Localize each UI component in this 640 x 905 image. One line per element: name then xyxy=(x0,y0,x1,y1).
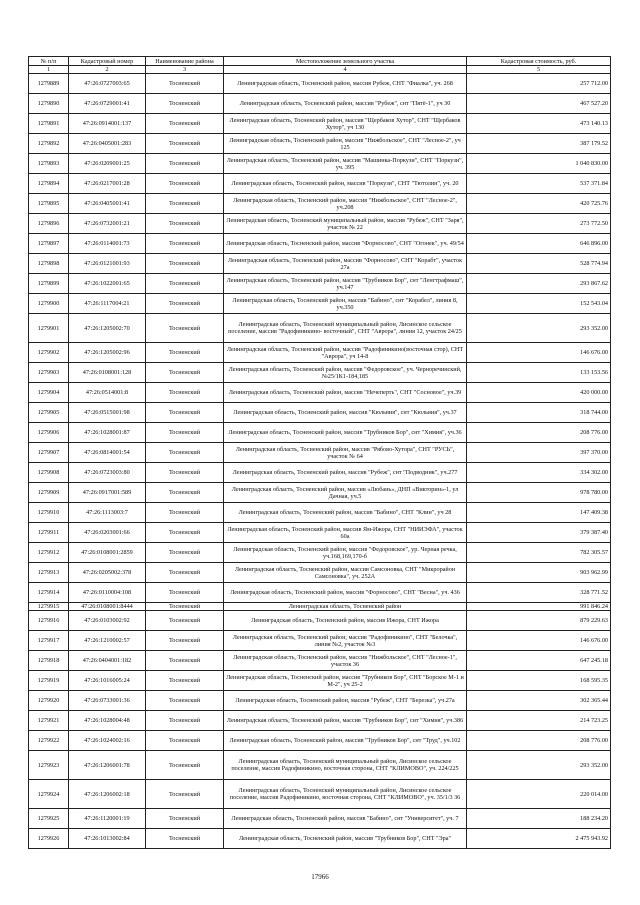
location: Ленинградская область, Тосненский муниципальный район, Лисинское сельское поселение, массив Радофиникино, восточная сторона, СНТ "КЛИМОВО", уч. 35/1/3 36 xyxy=(224,780,467,809)
cadastral-number: 47:26:0814001:54 xyxy=(69,443,146,463)
cadastral-value: 782 305.57 xyxy=(467,543,611,563)
table-row xyxy=(29,583,611,603)
cadastral-value: 168 595.35 xyxy=(467,671,611,691)
table-row xyxy=(29,611,611,631)
district-name: Тосненский xyxy=(146,809,224,829)
row-number: 1279896 xyxy=(29,214,69,234)
cadastral-number: 47:26:0217001:28 xyxy=(69,174,146,194)
district-name: Тосненский xyxy=(146,443,224,463)
row-number: 1279892 xyxy=(29,134,69,154)
district-name: Тосненский xyxy=(146,343,224,363)
table-row xyxy=(29,254,611,274)
table-row xyxy=(29,443,611,463)
cadastral-number: 47:26:0733001:36 xyxy=(69,691,146,711)
district-name: Тосненский xyxy=(146,314,224,343)
cadastral-number: 47:26:1205002:70 xyxy=(69,314,146,343)
cadastral-number: 47:26:1028001:87 xyxy=(69,423,146,443)
header-cadastral-value: Кадастровая стоимость, руб. xyxy=(467,57,611,66)
location: Ленинградская область, Тосненский район, массив "Трубников Бор", снт "Химия", уч.386 xyxy=(224,711,467,731)
cadastral-number: 47:26:0405001:41 xyxy=(69,194,146,214)
table-row xyxy=(29,603,611,611)
cadastral-number: 47:26:0917001:589 xyxy=(69,483,146,503)
district-name: Тосненский xyxy=(146,254,224,274)
cadastral-value: 293 352.00 xyxy=(467,314,611,343)
location: Ленинградская область, Тосненский район, массив "Трубников Бор", СНТ "Эра" xyxy=(224,829,467,849)
location: Ленинградская область, Тосненский район, массив "Трубников Бор", СНТ "Борское М-1 и М-2", уч 25-2 xyxy=(224,671,467,691)
district-name: Тосненский xyxy=(146,523,224,543)
row-number: 1279920 xyxy=(29,691,69,711)
column-number: 5 xyxy=(467,66,611,74)
table-row xyxy=(29,403,611,423)
cadastral-number: 47:26:1206002:18 xyxy=(69,780,146,809)
location: Ленинградская область, Тосненский район, массив "Нижбольское", СНТ "Лесное-2", уч 125 xyxy=(224,134,467,154)
cadastral-number: 47:26:0914001:137 xyxy=(69,114,146,134)
row-number: 1279901 xyxy=(29,314,69,343)
location: Ленинградская область, Тосненский район, массив "Форносово", СНТ "Огонек", уч. 49/54 xyxy=(224,234,467,254)
district-name: Тосненский xyxy=(146,363,224,383)
cadastral-number: 47:26:0732001:21 xyxy=(69,214,146,234)
district-name: Тосненский xyxy=(146,611,224,631)
district-name: Тосненский xyxy=(146,603,224,611)
table-row xyxy=(29,363,611,383)
row-number: 1279914 xyxy=(29,583,69,603)
cadastral-number: 47:26:0514001:8 xyxy=(69,383,146,403)
table-row xyxy=(29,423,611,443)
district-name: Тосненский xyxy=(146,731,224,751)
table-row xyxy=(29,94,611,114)
table-row xyxy=(29,809,611,829)
cadastral-value: 208 776.00 xyxy=(467,423,611,443)
cadastral-value: 302 365.44 xyxy=(467,691,611,711)
cadastral-value: 293 867.62 xyxy=(467,274,611,294)
cadastral-number: 47:26:0203001:66 xyxy=(69,523,146,543)
cadastral-number: 47:26:0108001:128 xyxy=(69,363,146,383)
cadastral-value: 420 725.76 xyxy=(467,194,611,214)
cadastral-number: 47:26:0114001:73 xyxy=(69,234,146,254)
cadastral-number: 47:26:1013002:84 xyxy=(69,829,146,849)
row-number: 1279895 xyxy=(29,194,69,214)
district-name: Тосненский xyxy=(146,503,224,523)
header-cadastral-number: Кадастровый номер xyxy=(69,57,146,66)
location: Ленинградская область, Тосненский район, массив "Рубеж", снт "Пятё-1", уч 30 xyxy=(224,94,467,114)
table-row xyxy=(29,383,611,403)
district-name: Тосненский xyxy=(146,691,224,711)
cadastral-value: 379 387.40 xyxy=(467,523,611,543)
location: Ленинградская область, Тосненский район, массив "Трубников Бор", снт "Ленгтрафмаш", уч.147 xyxy=(224,274,467,294)
location: Ленинградская область, Тосненский район, массив "Нижбольское", СНТ "Лесное-2", уч.208 xyxy=(224,194,467,214)
district-name: Тосненский xyxy=(146,671,224,691)
cadastral-number: 47:26:1210002:57 xyxy=(69,631,146,651)
cadastral-value: 257 712.00 xyxy=(467,74,611,94)
table-row xyxy=(29,463,611,483)
location: Ленинградская область, Тосненский район, массив "Нижбольское", СНТ "Лесное-1", участок 36 xyxy=(224,651,467,671)
column-number: 1 xyxy=(29,66,69,74)
table-row xyxy=(29,651,611,671)
district-name: Тосненский xyxy=(146,423,224,443)
location: Ленинградская область, Тосненский район, массив "Машинка-Поркузи", СНТ "Поркузи", уч. 395 xyxy=(224,154,467,174)
row-number: 1279916 xyxy=(29,611,69,631)
cadastral-value: 147 409.38 xyxy=(467,503,611,523)
row-number: 1279918 xyxy=(29,651,69,671)
location: Ленинградская область, Тосненский район, массив "Федоровское", ур. Черная речка, уч.168,169,170-б xyxy=(224,543,467,563)
row-number: 1279922 xyxy=(29,731,69,751)
location: Ленинградская область, Тосненский район, массив "Трубников Бор", снт "Химия", уч.36 xyxy=(224,423,467,443)
cadastral-number: 47:26:1206001:78 xyxy=(69,751,146,780)
district-name: Тосненский xyxy=(146,583,224,603)
row-number: 1279905 xyxy=(29,403,69,423)
cadastral-value: 528 774.94 xyxy=(467,254,611,274)
district-name: Тосненский xyxy=(146,234,224,254)
location: Ленинградская область, Тосненский район, массив "Нечеперть", СНТ "Сосновое", уч.39 xyxy=(224,383,467,403)
row-number: 1279913 xyxy=(29,563,69,583)
district-name: Тосненский xyxy=(146,174,224,194)
district-name: Тосненский xyxy=(146,154,224,174)
location: Ленинградская область, Тосненский район, массив Рубеж, СНТ "Фиалка", уч. 268 xyxy=(224,74,467,94)
table-row xyxy=(29,294,611,314)
district-name: Тосненский xyxy=(146,74,224,94)
location: Ленинградская область, Тосненский муниципальный район, Лисинское сельское поселение, массив "Радофиникино- восточный", СНТ "Аврора", линия 12, участок 24/25 xyxy=(224,314,467,343)
row-number: 1279903 xyxy=(29,363,69,383)
district-name: Тосненский xyxy=(146,711,224,731)
district-name: Тосненский xyxy=(146,631,224,651)
table-row xyxy=(29,523,611,543)
cadastral-value: 146 676.00 xyxy=(467,631,611,651)
table-row xyxy=(29,503,611,523)
table-row xyxy=(29,780,611,809)
header-district: Наименование района xyxy=(146,57,224,66)
cadastral-number: 47:26:0205002:378 xyxy=(69,563,146,583)
cadastral-value: 646 896.00 xyxy=(467,234,611,254)
table-row xyxy=(29,194,611,214)
district-name: Тосненский xyxy=(146,829,224,849)
cadastral-number: 47:26:1028004:48 xyxy=(69,711,146,731)
table-row xyxy=(29,829,611,849)
row-number: 1279923 xyxy=(29,751,69,780)
cadastral-value: 328 771.52 xyxy=(467,583,611,603)
header-number: № п/п xyxy=(29,57,69,66)
district-name: Тосненский xyxy=(146,463,224,483)
table-row xyxy=(29,74,611,94)
cadastral-number: 47:26:0103002:92 xyxy=(69,611,146,631)
district-name: Тосненский xyxy=(146,114,224,134)
table-row xyxy=(29,154,611,174)
table-row xyxy=(29,274,611,294)
cadastral-value: 220 014.00 xyxy=(467,780,611,809)
cadastral-value: 293 352.00 xyxy=(467,751,611,780)
table-row xyxy=(29,563,611,583)
cadastral-number: 47:26:0727003:65 xyxy=(69,74,146,94)
cadastral-value: 991 846.24 xyxy=(467,603,611,611)
cadastral-number: 47:26:1016005:24 xyxy=(69,671,146,691)
column-number-row xyxy=(29,66,611,74)
location: Ленинградская область, Тосненский район, массив "Поркузи", СНТ "Тютолин", уч. 20 xyxy=(224,174,467,194)
row-number: 1279915 xyxy=(29,603,69,611)
cadastral-number: 47:26:0404001:182 xyxy=(69,651,146,671)
row-number: 1279889 xyxy=(29,74,69,94)
table-row xyxy=(29,114,611,134)
district-name: Тосненский xyxy=(146,483,224,503)
table-row xyxy=(29,671,611,691)
location: Ленинградская область, Тосненский район, массив "Радофиникино", СНТ "Белочка", линия №2, участок №3 xyxy=(224,631,467,651)
row-number: 1279893 xyxy=(29,154,69,174)
location: Ленинградская область, Тосненский район, массив "Кюльвия", снт "Кюльвия", уч.37 xyxy=(224,403,467,423)
table-row xyxy=(29,751,611,780)
row-number: 1279911 xyxy=(29,523,69,543)
column-number: 2 xyxy=(69,66,146,74)
table-row xyxy=(29,314,611,343)
cadastral-number: 47:26:0110004:108 xyxy=(69,583,146,603)
table-row xyxy=(29,174,611,194)
cadastral-value: 214 723.25 xyxy=(467,711,611,731)
cadastral-value: 152 543.04 xyxy=(467,294,611,314)
location: Ленинградская область, Тосненский район, массив "Форносово", СНТ "Корабт", участок 27а xyxy=(224,254,467,274)
district-name: Тосненский xyxy=(146,214,224,234)
row-number: 1279926 xyxy=(29,829,69,849)
district-name: Тосненский xyxy=(146,563,224,583)
district-name: Тосненский xyxy=(146,294,224,314)
cadastral-value: 188 234.20 xyxy=(467,809,611,829)
cadastral-value: 903 962.99 xyxy=(467,563,611,583)
table-row xyxy=(29,691,611,711)
cadastral-value: 879 229.63 xyxy=(467,611,611,631)
location: Ленинградская область, Тосненский район, массив «Любань», ДНП «Викторин»-1, ул Дачная, уч.5 xyxy=(224,483,467,503)
cadastral-number: 47:26:0209001:25 xyxy=(69,154,146,174)
cadastral-value-table xyxy=(28,56,611,849)
table-row xyxy=(29,214,611,234)
header-row xyxy=(29,57,611,66)
row-number: 1279907 xyxy=(29,443,69,463)
table-row xyxy=(29,343,611,363)
location: Ленинградская область, Тосненский район, массив "Рубеж", СНТ "Березка", уч.27а xyxy=(224,691,467,711)
location: Ленинградская область, Тосненский район xyxy=(224,603,467,611)
location: Ленинградская область, Тосненский район, массив "Бабино", СНТ "Клин", уч 28 xyxy=(224,503,467,523)
header-location: Местоположение земельного участка xyxy=(224,57,467,66)
row-number: 1279890 xyxy=(29,94,69,114)
cadastral-number: 47:26:1113003:7 xyxy=(69,503,146,523)
cadastral-value: 273 772.50 xyxy=(467,214,611,234)
row-number: 1279904 xyxy=(29,383,69,403)
district-name: Тосненский xyxy=(146,274,224,294)
location: Ленинградская область, Тосненский район, массив "Федоровское", уч. Черноречинский, №25/1К1-184,185 xyxy=(224,363,467,383)
district-name: Тосненский xyxy=(146,403,224,423)
location: Ленинградская область, Тосненский муниципальный район, Лисинское сельское поселение, массив Радофиникино, восточная сторона, СНТ "КЛИМОВО", уч. 224/225 xyxy=(224,751,467,780)
location: Ленинградская область, Тосненский район, массив Самсоновка, СНТ "Микрорайон Самсоновка", уч. 252А xyxy=(224,563,467,583)
cadastral-value: 978 780.00 xyxy=(467,483,611,503)
district-name: Тосненский xyxy=(146,134,224,154)
cadastral-value: 133 153.56 xyxy=(467,363,611,383)
column-number: 4 xyxy=(224,66,467,74)
row-number: 1279894 xyxy=(29,174,69,194)
cadastral-number: 47:26:0723003:80 xyxy=(69,463,146,483)
location: Ленинградская область, Тосненский район, массив "Щербаков Хутор", СНТ "Щербаков Хутор", уч 130 xyxy=(224,114,467,134)
row-number: 1279891 xyxy=(29,114,69,134)
location: Ленинградская область, Тосненский район, массив "Радофиникино(восточная стор), СНТ "Аврора", уч 14-8 xyxy=(224,343,467,363)
row-number: 1279924 xyxy=(29,780,69,809)
row-number: 1279917 xyxy=(29,631,69,651)
location: Ленинградская область, Тосненский район, массив Ям-Ижора, СНТ "НИИЭФА", участок 60а xyxy=(224,523,467,543)
district-name: Тосненский xyxy=(146,94,224,114)
table-row xyxy=(29,711,611,731)
table-row xyxy=(29,134,611,154)
cadastral-number: 47:26:1022001:65 xyxy=(69,274,146,294)
district-name: Тосненский xyxy=(146,194,224,214)
location: Ленинградская область, Тосненский район, массив "Форносово", СНТ "Весна", уч. 436 xyxy=(224,583,467,603)
cadastral-value: 537 371.84 xyxy=(467,174,611,194)
row-number: 1279909 xyxy=(29,483,69,503)
cadastral-value: 420 000.00 xyxy=(467,383,611,403)
district-name: Тосненский xyxy=(146,651,224,671)
district-name: Тосненский xyxy=(146,383,224,403)
row-number: 1279900 xyxy=(29,294,69,314)
table-row xyxy=(29,234,611,254)
table-row xyxy=(29,483,611,503)
cadastral-value: 473 140.13 xyxy=(467,114,611,134)
cadastral-number: 47:26:0729001:41 xyxy=(69,94,146,114)
cadastral-number: 47:26:0515001:98 xyxy=(69,403,146,423)
row-number: 1279908 xyxy=(29,463,69,483)
cadastral-number: 47:26:0108001:2859 xyxy=(69,543,146,563)
row-number: 1279897 xyxy=(29,234,69,254)
row-number: 1279912 xyxy=(29,543,69,563)
page-number: 17966 xyxy=(311,873,329,881)
district-name: Тосненский xyxy=(146,543,224,563)
cadastral-value: 2 475 943.92 xyxy=(467,829,611,849)
row-number: 1279902 xyxy=(29,343,69,363)
cadastral-number: 47:26:1117004:21 xyxy=(69,294,146,314)
cadastral-value: 467 527.20 xyxy=(467,94,611,114)
cadastral-number: 47:26:0405001:283 xyxy=(69,134,146,154)
cadastral-value: 334 302.00 xyxy=(467,463,611,483)
table-row xyxy=(29,631,611,651)
location: Ленинградская область, Тосненский район, массив "Бабино", снт "Университет", уч. 7 xyxy=(224,809,467,829)
location: Ленинградская область, Тосненский район, массив "Трубников Бор", снт "Труд", уч.102 xyxy=(224,731,467,751)
location: Ленинградская область, Тосненский район, массив "Рябово-Хутора", СНТ "РУСЬ", участок № 64 xyxy=(224,443,467,463)
location: Ленинградская область, Тосненский муниципальный район, массив "Рубеж", СНТ "Заря", участок № 22 xyxy=(224,214,467,234)
location: Ленинградская область, Тосненский район, массив "Рубеж", снт "Подводник", уч.277 xyxy=(224,463,467,483)
cadastral-value: 647 245.18 xyxy=(467,651,611,671)
row-number: 1279921 xyxy=(29,711,69,731)
cadastral-number: 47:26:0121001:93 xyxy=(69,254,146,274)
row-number: 1279919 xyxy=(29,671,69,691)
district-name: Тосненский xyxy=(146,751,224,780)
cadastral-value: 318 744.00 xyxy=(467,403,611,423)
table-row xyxy=(29,731,611,751)
cadastral-number: 47:26:1120001:19 xyxy=(69,809,146,829)
district-name: Тосненский xyxy=(146,780,224,809)
table-row xyxy=(29,543,611,563)
cadastral-value: 208 776.00 xyxy=(467,731,611,751)
cadastral-value: 1 040 830.00 xyxy=(467,154,611,174)
cadastral-value: 397 370.00 xyxy=(467,443,611,463)
cadastral-value: 146 676.00 xyxy=(467,343,611,363)
table-body xyxy=(29,74,611,849)
location: Ленинградская область, Тосненский район, массив Ижора, СНТ Ижора xyxy=(224,611,467,631)
row-number: 1279898 xyxy=(29,254,69,274)
column-number: 3 xyxy=(146,66,224,74)
cadastral-number: 47:26:1205002:96 xyxy=(69,343,146,363)
row-number: 1279906 xyxy=(29,423,69,443)
row-number: 1279899 xyxy=(29,274,69,294)
location: Ленинградская область, Тосненский район, массив "Бабино", снт "Корабел", линия 8, уч.350 xyxy=(224,294,467,314)
cadastral-number: 47:26:1024002:16 xyxy=(69,731,146,751)
row-number: 1279910 xyxy=(29,503,69,523)
cadastral-number: 47:26:0108001:8444 xyxy=(69,603,146,611)
cadastral-value: 387 179.52 xyxy=(467,134,611,154)
row-number: 1279925 xyxy=(29,809,69,829)
